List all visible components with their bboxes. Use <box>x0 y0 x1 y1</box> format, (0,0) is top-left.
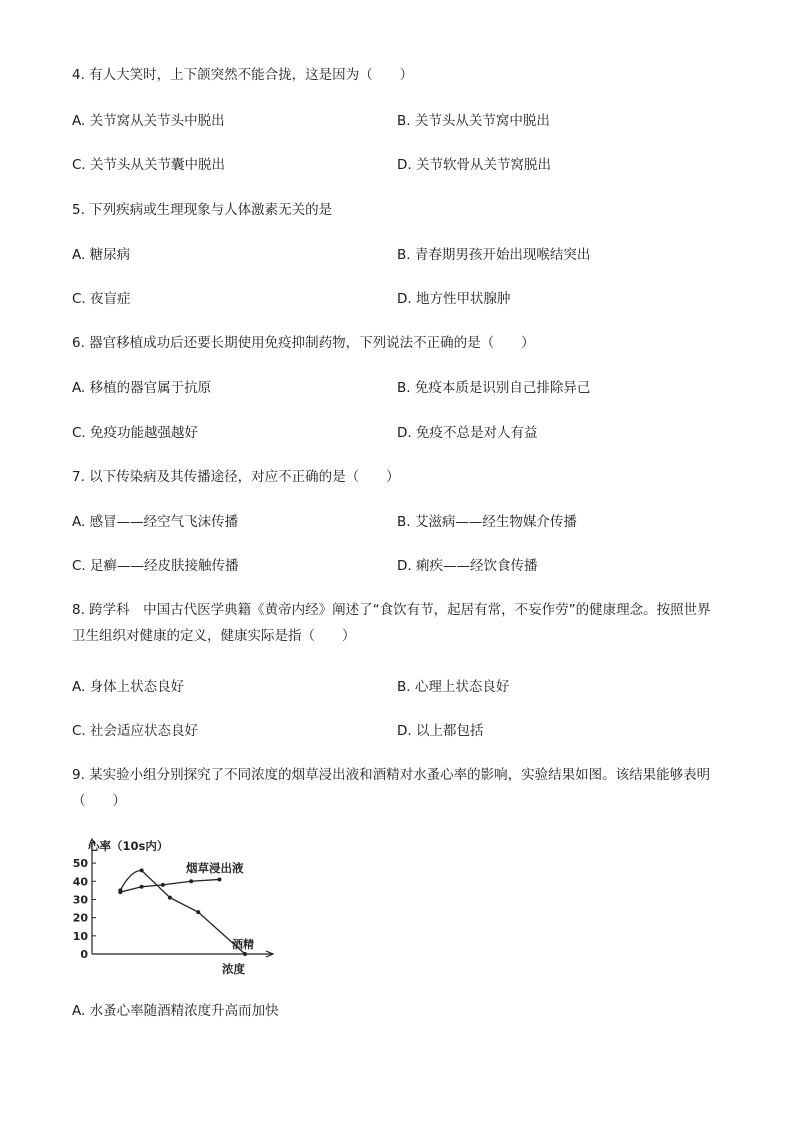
y-tick-label: 50 <box>72 857 88 871</box>
data-point <box>140 868 144 872</box>
q4-option-c: C. 关节头从关节囊中脱出 <box>72 157 226 173</box>
series-label-alcohol: 酒精 <box>232 938 254 951</box>
q5-option-c: C. 夜盲症 <box>72 291 131 307</box>
q6-option-d: D. 免疫不总是对人有益 <box>397 425 538 441</box>
question-7-stem: 7. 以下传染病及其传播途径，对应不正确的是（ ） <box>72 469 400 485</box>
question-4-stem: 4. 有人大笑时，上下颌突然不能合拢，这是因为（ ） <box>72 67 414 83</box>
q5-option-a: A. 糖尿病 <box>72 247 131 263</box>
q7-option-b: B. 艾滋病——经生物媒介传播 <box>397 514 577 530</box>
chart-series <box>118 868 247 956</box>
q9-option-a: A. 水蚤心率随酒精浓度升高而加快 <box>72 1003 279 1019</box>
q7-option-c: C. 足癣——经皮肤接触传播 <box>72 558 239 574</box>
y-tick-label: 30 <box>72 893 88 907</box>
data-point <box>196 910 200 914</box>
chart-labels <box>88 839 254 976</box>
y-tick-label: 0 <box>80 948 88 961</box>
series-label-tobacco: 烟草浸出液 <box>186 861 244 875</box>
q8-option-d: D. 以上都包括 <box>397 723 484 739</box>
q8-option-c: C. 社会适应状态良好 <box>72 723 199 739</box>
data-point <box>140 885 144 889</box>
q4-option-b: B. 关节头从关节窝中脱出 <box>397 113 550 129</box>
q7-option-d: D. 痢疾——经饮食传播 <box>397 558 538 574</box>
q8-option-a: A. 身体上状态良好 <box>72 679 185 695</box>
y-tick-label: 40 <box>72 875 88 889</box>
question-5-stem: 5. 下列疾病或生理现象与人体激素无关的是 <box>72 202 333 218</box>
y-tick-label: 20 <box>72 911 88 925</box>
q6-option-c: C. 免疫功能越强越好 <box>72 425 199 441</box>
data-point <box>189 879 193 883</box>
q8-option-b: B. 心理上状态良好 <box>397 679 510 695</box>
q5-option-d: D. 地方性甲状腺肿 <box>397 291 511 307</box>
question-8-stem: 8. 跨学科 中国古代医学典籍《黄帝内经》阐述了“食饮有节，起居有常，不妄作劳”的健康理念。按照世界卫生组织对健康的定义，健康实际是指（ ） <box>72 602 711 644</box>
data-point <box>168 896 172 900</box>
data-point <box>118 888 122 892</box>
q5-option-b: B. 青春期男孩开始出现喉结突出 <box>397 247 591 263</box>
y-tick-label: 10 <box>72 929 88 943</box>
data-point <box>161 883 165 887</box>
y-axis-label: 心率（10s内） <box>88 839 169 853</box>
q4-option-d: D. 关节软骨从关节窝脱出 <box>397 157 551 173</box>
question-6-stem: 6. 器官移植成功后还要长期使用免疫抑制药物，下列说法不正确的是（ ） <box>72 335 535 351</box>
data-point <box>218 877 222 881</box>
q7-option-a: A. 感冒——经空气飞沫传播 <box>72 514 239 530</box>
question-9-stem: 9. 某实验小组分别探究了不同浓度的烟草浸出液和酒精对水蚤心率的影响，实验结果如图。该结果能够表明（ ） <box>72 767 711 809</box>
x-axis-label: 浓度 <box>222 962 245 976</box>
heart-rate-chart <box>62 834 282 984</box>
q6-option-a: A. 移植的器官属于抗原 <box>72 380 212 396</box>
q6-option-b: B. 免疫本质是识别自己排除异己 <box>397 380 591 396</box>
data-point <box>243 952 247 956</box>
q4-option-a: A. 关节窝从关节头中脱出 <box>72 113 225 129</box>
series-line-0 <box>120 879 219 892</box>
